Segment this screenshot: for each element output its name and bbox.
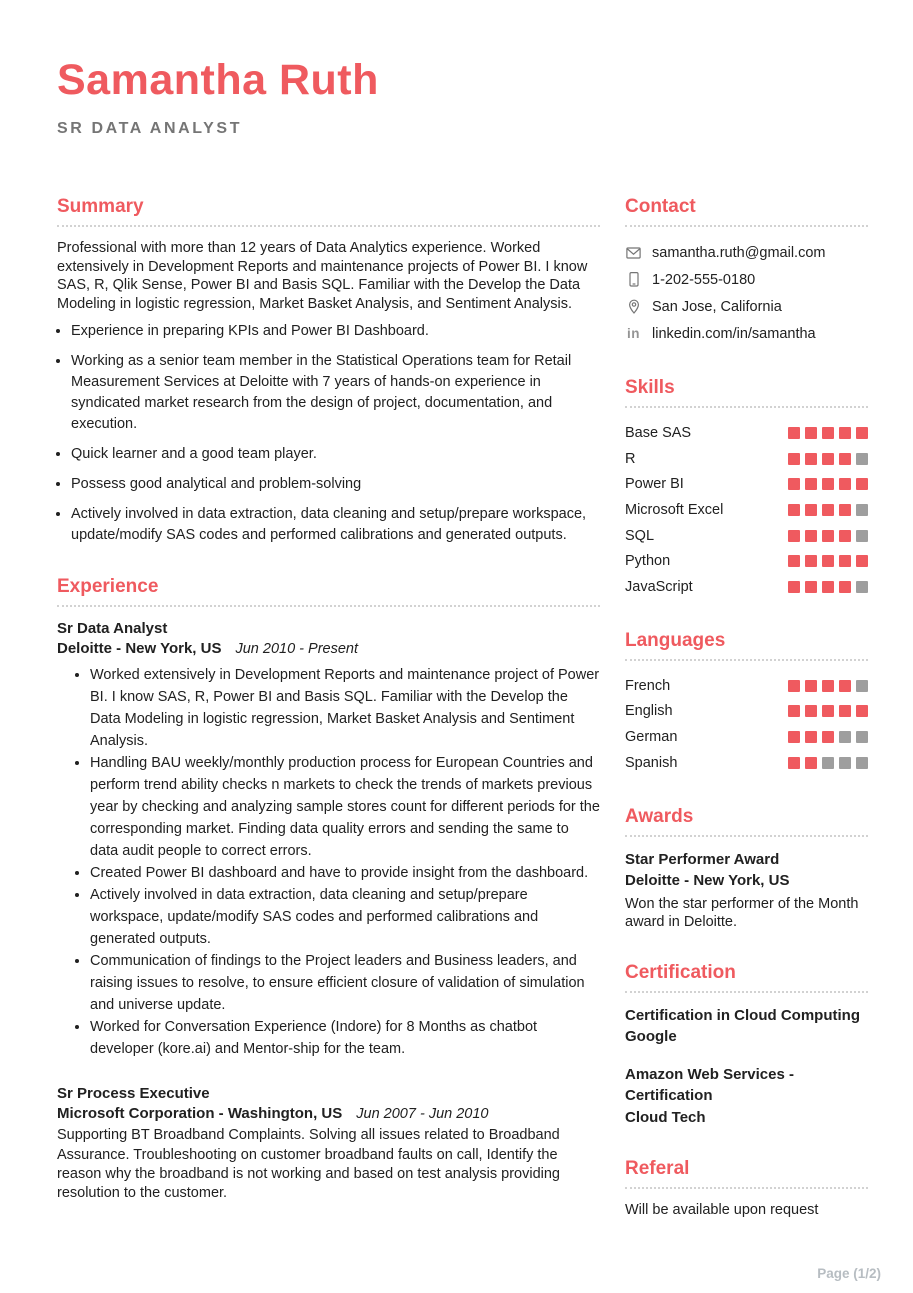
rating-square-filled: [839, 680, 851, 692]
rating-square-filled: [805, 427, 817, 439]
language-row: [625, 750, 868, 776]
rating-square-filled: [822, 581, 834, 593]
rating-square-filled: [822, 680, 834, 692]
rating-square-empty: [856, 757, 868, 769]
rating-square-filled: [822, 478, 834, 490]
language-name: English: [625, 703, 673, 720]
rating-square-filled: [822, 453, 834, 465]
skill-name: Python: [625, 553, 671, 570]
skill-row: [625, 497, 868, 523]
experience-heading-rule: [57, 576, 600, 607]
candidate-name: Samantha Ruth: [57, 56, 379, 104]
rating-square-filled: [788, 453, 800, 465]
language-row: [625, 673, 868, 699]
language-name: Spanish: [625, 754, 678, 771]
award-org: Deloitte - New York, US: [625, 872, 790, 890]
language-row: [625, 724, 868, 750]
award-description: Won the star performer of the Month award in Deloitte.: [625, 895, 859, 931]
job-bullet: • Worked extensively in Development Reports and maintenance project of Power BI. I know SAS, R, Power BI and Basis SQL. Familiar with the Develop the Data Modeling in logistic regression, Market Basket Analysis and Sentiment Analysis.: [90, 664, 600, 752]
rating-square-empty: [839, 731, 851, 743]
phone-icon: [625, 271, 642, 288]
location-icon: [625, 298, 642, 315]
rating-square-filled: [839, 453, 851, 465]
language-row: [625, 699, 868, 725]
rating-square-filled: [788, 478, 800, 490]
skill-name: Power BI: [625, 476, 684, 493]
linkedin-icon: in: [627, 326, 640, 341]
contact-section: [625, 196, 868, 347]
rating-square-filled: [788, 705, 800, 717]
job-bullet: • Handling BAU weekly/monthly production process for European Countries and perform trend ability checks n markets to check the trends of markets previous year by checking and analyzing sample stores count for different periods for the corresponding market. Finding data quality errors and sending the same to data audit people to correct errors.: [90, 752, 600, 862]
rating-square-filled: [839, 478, 851, 490]
skill-row: [625, 574, 868, 600]
skill-row: [625, 471, 868, 497]
certification-heading-rule: [625, 962, 868, 993]
resume-header: [57, 57, 868, 138]
languages-heading: Languages: [625, 629, 726, 651]
skill-row: [625, 523, 868, 549]
summary-bullet: • Actively involved in data extraction, data cleaning and setup/prepare workspace, update/modify SAS codes and performed calibrations and generated outputs.: [71, 504, 600, 546]
job-company-line: [57, 1104, 600, 1124]
certification-org: Cloud Tech: [625, 1108, 706, 1126]
award-entry: [625, 849, 868, 932]
rating-square-empty: [822, 757, 834, 769]
contact-linkedin-row[interactable]: [625, 320, 868, 347]
skill-row: [625, 446, 868, 472]
rating-square-filled: [788, 581, 800, 593]
summary-intro: Professional with more than 12 years of Data Analytics experience. Worked extensively in Development Reports and maintenance projects of Power BI. I know SAS, R, Qlik Sense, Power BI and Basis SQL. Familiar with the Develop the Data Modeling in logistic regression, Market Basket Analysis, and Sentiment Analysis.: [57, 240, 588, 312]
rating-square-filled: [822, 427, 834, 439]
awards-heading-rule: [625, 806, 868, 837]
rating-square-filled: [805, 705, 817, 717]
language-name: German: [625, 729, 678, 746]
language-rating: [788, 757, 868, 769]
rating-square-filled: [805, 555, 817, 567]
rating-square-filled: [822, 731, 834, 743]
rating-square-empty: [856, 731, 868, 743]
rating-square-filled: [856, 705, 868, 717]
summary-heading: Summary: [57, 196, 144, 217]
rating-square-filled: [856, 555, 868, 567]
skill-rating: [788, 478, 868, 490]
summary-bullet: • Possess good analytical and problem-solving: [71, 474, 600, 495]
skill-row: [625, 548, 868, 574]
rating-square-filled: [822, 555, 834, 567]
experience-entry: [57, 1084, 600, 1203]
skill-row: [625, 420, 868, 446]
skill-rating: [788, 555, 868, 567]
certification-section: [625, 962, 868, 1129]
rating-square-filled: [788, 757, 800, 769]
contact-location-row: [625, 293, 868, 320]
rating-square-filled: [788, 555, 800, 567]
skills-section: [625, 377, 868, 600]
job-company: Microsoft Corporation - Washington, US: [57, 1105, 343, 1123]
summary-bullet: • Quick learner and a good team player.: [71, 444, 600, 465]
rating-square-filled: [822, 530, 834, 542]
job-bullet: • Actively involved in data extraction, data cleaning and setup/prepare workspace, update/modify SAS codes and performed calibrations and generated outputs.: [90, 884, 600, 950]
candidate-job-title: SR DATA ANALYST: [57, 120, 243, 137]
language-name: French: [625, 677, 671, 694]
summary-section: [57, 196, 600, 546]
language-rating: [788, 680, 868, 692]
skill-rating: [788, 453, 868, 465]
skills-heading: Skills: [625, 377, 675, 398]
job-dates: Jun 2010 - Present: [235, 641, 359, 658]
rating-square-empty: [856, 530, 868, 542]
certification-title: Amazon Web Services - Certification: [625, 1065, 794, 1105]
summary-bullet-list: [57, 321, 600, 546]
job-bullet: • Created Power BI dashboard and have to provide insight from the dashboard.: [90, 862, 600, 884]
job-title: Sr Data Analyst: [57, 620, 168, 638]
job-title: Sr Process Executive: [57, 1085, 210, 1103]
job-company-line: [57, 639, 600, 659]
rating-square-filled: [805, 530, 817, 542]
contact-email[interactable]: samantha.ruth@gmail.com: [652, 244, 826, 261]
rating-square-empty: [856, 504, 868, 516]
job-company: Deloitte - New York, US: [57, 640, 222, 658]
rating-square-filled: [839, 555, 851, 567]
rating-square-filled: [839, 504, 851, 516]
awards-section: [625, 806, 868, 932]
certification-entry: [625, 1064, 868, 1129]
skill-name: JavaScript: [625, 578, 693, 595]
rating-square-filled: [805, 478, 817, 490]
right-column: [625, 196, 868, 1220]
rating-square-empty: [856, 453, 868, 465]
rating-square-filled: [822, 504, 834, 516]
summary-bullet: • Working as a senior team member in the Statistical Operations team for Retail Measurement Services at Deloitte with 7 years of hands-on experience in syndicated market research from the design of project, documentation, and execution.: [71, 351, 600, 435]
certification-entry: [625, 1005, 868, 1048]
rating-square-filled: [839, 427, 851, 439]
skill-rating: [788, 504, 868, 516]
contact-heading: Contact: [625, 196, 696, 217]
contact-phone-row[interactable]: [625, 266, 868, 293]
languages-heading-rule: [625, 630, 868, 661]
skill-name: R: [625, 450, 636, 467]
summary-bullet: • Experience in preparing KPIs and Power BI Dashboard.: [71, 321, 600, 342]
skills-heading-rule: [625, 377, 868, 408]
email-icon: [625, 245, 642, 261]
rating-square-filled: [788, 530, 800, 542]
job-bullet: • Worked for Conversation Experience (Indore) for 8 Months as chatbot developer (kore.ai) and Mentor-ship for the team.: [90, 1016, 600, 1060]
rating-square-empty: [856, 581, 868, 593]
rating-square-filled: [788, 680, 800, 692]
contact-phone[interactable]: 1-202-555-0180: [652, 271, 756, 288]
rating-square-filled: [856, 427, 868, 439]
awards-heading: Awards: [625, 805, 694, 827]
rating-square-filled: [805, 680, 817, 692]
rating-square-filled: [788, 731, 800, 743]
skill-name: Microsoft Excel: [625, 501, 724, 518]
rating-square-filled: [839, 581, 851, 593]
referral-heading-rule: [625, 1158, 868, 1189]
experience-section: [57, 576, 600, 1203]
summary-heading-rule: [57, 196, 600, 227]
skill-name: Base SAS: [625, 424, 692, 441]
contact-location: San Jose, California: [652, 298, 782, 315]
rating-square-empty: [856, 680, 868, 692]
contact-linkedin[interactable]: linkedin.com/in/samantha: [652, 325, 816, 342]
rating-square-empty: [839, 757, 851, 769]
skill-rating: [788, 530, 868, 542]
rating-square-filled: [805, 581, 817, 593]
rating-square-filled: [822, 705, 834, 717]
award-title: Star Performer Award: [625, 850, 780, 868]
rating-square-filled: [788, 504, 800, 516]
referral-heading: Referal: [625, 1158, 690, 1180]
experience-heading: Experience: [57, 576, 159, 598]
job-bullet-list: [57, 664, 600, 1060]
rating-square-filled: [839, 705, 851, 717]
job-description: Supporting BT Broadband Complaints. Solving all issues related to Broadband Assurance. Troubleshooting on customer broadband faults on call, Identify the reason why the broadband is not working and based on test analysis providing resolution to the customer.: [57, 1127, 560, 1202]
rating-square-filled: [856, 478, 868, 490]
rating-square-filled: [805, 731, 817, 743]
contact-heading-rule: [625, 196, 868, 227]
contact-email-row[interactable]: [625, 239, 868, 266]
certification-heading: Certification: [625, 961, 736, 983]
job-dates: Jun 2007 - Jun 2010: [356, 1106, 489, 1123]
referral-section: [625, 1158, 868, 1220]
job-bullet: • Communication of findings to the Project leaders and Business leaders, and raising issues to resolve, to ensure efficient closure of validation of simulation and universe update.: [90, 950, 600, 1016]
language-rating: [788, 705, 868, 717]
languages-section: [625, 630, 868, 776]
referral-text: Will be available upon request: [625, 1202, 819, 1219]
certification-org: Google: [625, 1028, 677, 1046]
language-rating: [788, 731, 868, 743]
page-number: Page (1/2): [817, 1266, 881, 1281]
left-column: [57, 196, 600, 1204]
experience-entry: [57, 619, 600, 1060]
skill-name: SQL: [625, 527, 655, 544]
rating-square-filled: [839, 530, 851, 542]
rating-square-filled: [805, 453, 817, 465]
rating-square-filled: [805, 757, 817, 769]
rating-square-filled: [805, 504, 817, 516]
certification-title: Certification in Cloud Computing: [625, 1006, 860, 1024]
skill-rating: [788, 581, 868, 593]
rating-square-filled: [788, 427, 800, 439]
skill-rating: [788, 427, 868, 439]
